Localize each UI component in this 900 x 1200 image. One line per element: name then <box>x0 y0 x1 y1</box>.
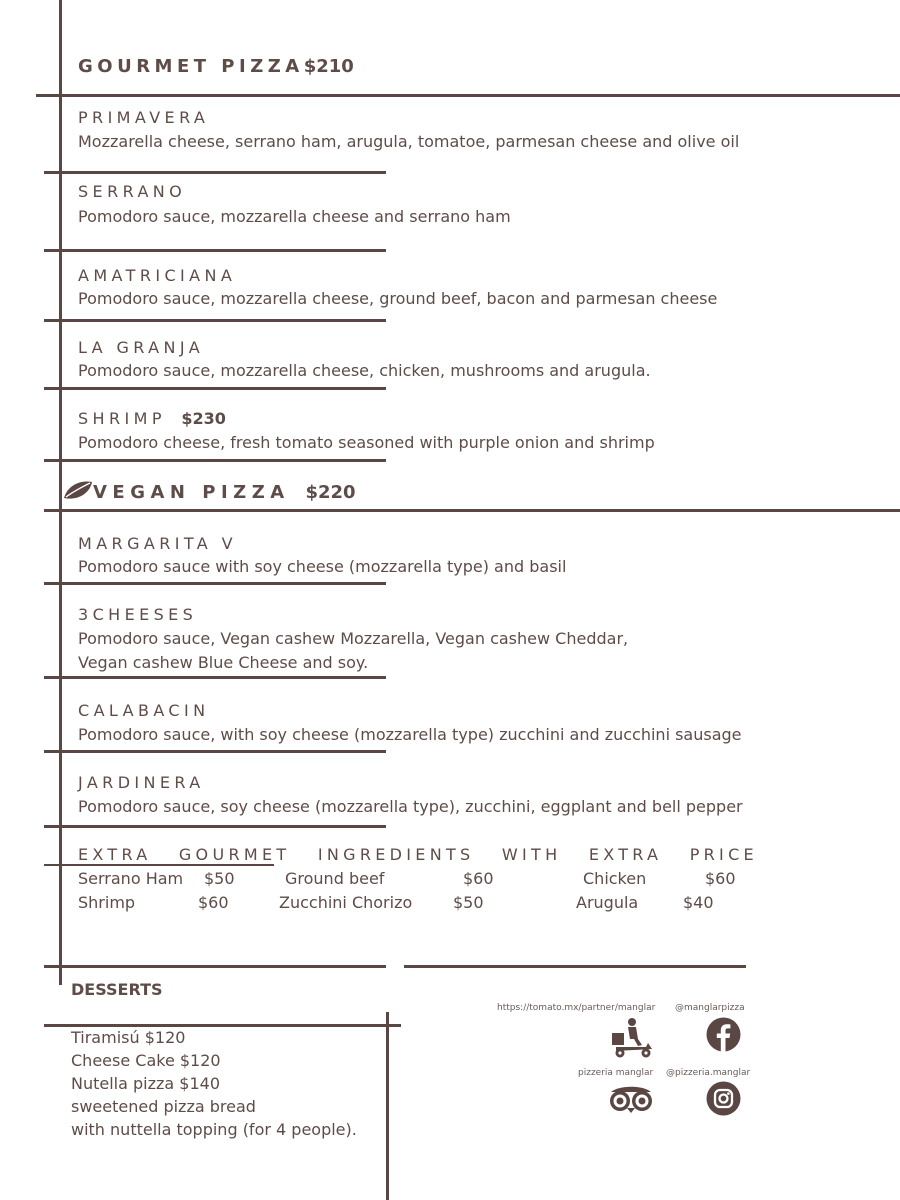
extra-item: Arugula <box>576 893 639 912</box>
divider <box>44 319 386 322</box>
item-name: PRIMAVERA <box>78 108 210 127</box>
tripadvisor-icon[interactable] <box>607 1082 655 1114</box>
item-desc: Pomodoro sauce, with soy cheese (mozzarella type) zucchini and zucchini sausage <box>78 725 742 744</box>
extra-item: Shrimp <box>78 893 136 912</box>
instagram-handle-label[interactable]: @pizzeria.manglar <box>666 1068 751 1078</box>
vertical-rule-desserts <box>386 1012 389 1200</box>
item-name: CALABACIN <box>78 701 210 720</box>
extras-grid <box>78 869 778 919</box>
divider <box>44 582 386 585</box>
divider <box>36 94 900 97</box>
extra-price: $60 <box>198 893 229 912</box>
delivery-link-label[interactable]: https://tomato.mx/partner/manglar <box>497 1003 656 1013</box>
extra-price: $60 <box>463 869 494 888</box>
extra-item: Chicken <box>583 869 647 888</box>
gourmet-title: GOURMET PIZZA <box>78 56 304 77</box>
dessert-line: Nutella pizza $140 <box>71 1074 221 1093</box>
item-desc: Mozzarella cheese, serrano ham, arugula, tomatoe, parmesan cheese and olive oil <box>78 132 740 151</box>
facebook-handle-label[interactable]: @manglarpizza <box>675 1003 745 1013</box>
item-name: SERRANO <box>78 182 187 201</box>
item-desc-line2: Vegan cashew Blue Cheese and soy. <box>78 653 369 672</box>
extra-item: Zucchini Chorizo <box>279 893 413 912</box>
shrimp-name <box>78 409 226 428</box>
gourmet-price: $210 <box>303 56 354 77</box>
item-desc: Pomodoro sauce, Vegan cashew Mozzarella, Vegan cashew Cheddar, <box>78 629 629 648</box>
item-name: JARDINERA <box>78 773 205 792</box>
divider <box>44 825 386 828</box>
item-name: LA GRANJA <box>78 338 205 357</box>
divider <box>44 509 900 512</box>
vegan-title: VEGAN PIZZA <box>93 482 290 503</box>
item-desc: Pomodoro sauce, mozzarella cheese, chicken, mushrooms and arugula. <box>78 361 651 380</box>
item-name: SHRIMP <box>78 409 166 428</box>
delivery-icon[interactable] <box>608 1017 654 1059</box>
item-name: MARGARITA V <box>78 534 237 553</box>
dessert-line: with nuttella topping (for 4 people). <box>71 1120 357 1139</box>
gourmet-pizza-heading <box>78 56 354 77</box>
item-price: $230 <box>181 409 226 428</box>
divider <box>44 1024 401 1027</box>
item-desc: Pomodoro sauce with soy cheese (mozzarella type) and basil <box>78 557 567 576</box>
divider <box>44 864 274 866</box>
item-desc: Pomodoro sauce, mozzarella cheese, ground beef, bacon and parmesan cheese <box>78 289 718 308</box>
dessert-line: Cheese Cake $120 <box>71 1051 221 1070</box>
extra-item: Ground beef <box>285 869 385 888</box>
divider <box>44 965 386 968</box>
extra-price: $40 <box>683 893 714 912</box>
item-name: 3CHEESES <box>78 605 198 624</box>
tripadvisor-label[interactable]: pizzeria manglar <box>578 1068 654 1078</box>
facebook-icon[interactable] <box>706 1017 741 1052</box>
item-desc: Pomodoro cheese, fresh tomato seasoned with purple onion and shrimp <box>78 433 655 452</box>
vegan-pizza-heading <box>93 482 356 503</box>
extras-heading: EXTRA GOURMET INGREDIENTS WITH EXTRA PRICE <box>78 845 758 864</box>
divider <box>44 387 386 390</box>
dessert-line: sweetened pizza bread <box>71 1097 256 1116</box>
item-desc: Pomodoro sauce, mozzarella cheese and serrano ham <box>78 207 511 226</box>
dessert-line: Tiramisú $120 <box>71 1028 186 1047</box>
instagram-icon[interactable] <box>706 1081 741 1116</box>
divider <box>44 249 386 252</box>
item-name: AMATRICIANA <box>78 266 237 285</box>
leaf-icon <box>62 479 94 501</box>
divider <box>404 965 746 968</box>
extra-price: $50 <box>453 893 484 912</box>
extra-price: $50 <box>204 869 235 888</box>
desserts-heading: DESSERTS <box>71 980 163 999</box>
extra-price: $60 <box>705 869 736 888</box>
extra-item: Serrano Ham <box>78 869 184 888</box>
divider <box>44 676 386 679</box>
divider <box>44 459 386 462</box>
vegan-price: $220 <box>305 482 356 503</box>
item-desc: Pomodoro sauce, soy cheese (mozzarella type), zucchini, eggplant and bell pepper <box>78 797 743 816</box>
divider <box>44 750 386 753</box>
divider <box>44 171 386 174</box>
